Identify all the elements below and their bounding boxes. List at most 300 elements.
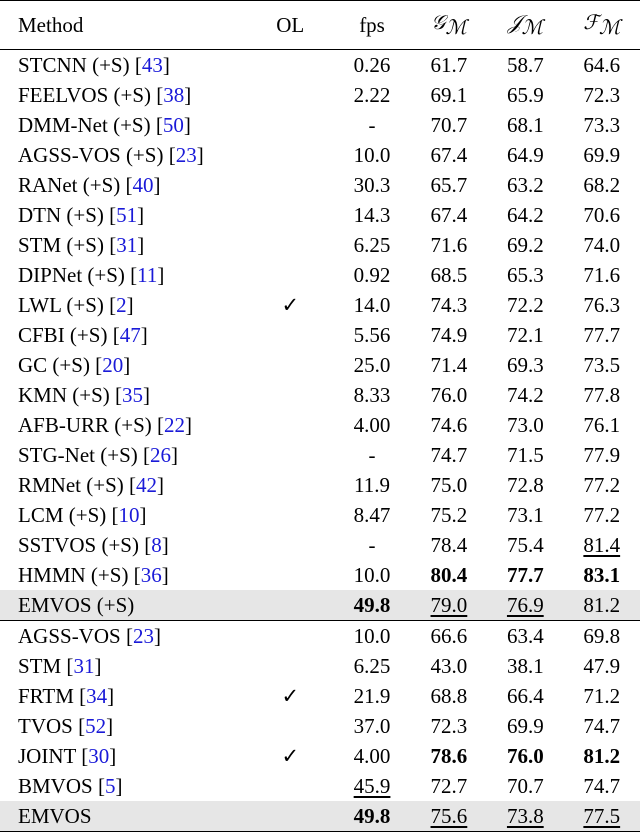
- g-cell: [411, 440, 487, 470]
- table-row: [0, 500, 640, 530]
- citation-link[interactable]: 34: [86, 683, 108, 708]
- ol-cell: [247, 590, 333, 621]
- method-cell: [0, 380, 247, 410]
- j-cell-value: 64.9: [506, 142, 544, 167]
- j-cell: [487, 590, 563, 621]
- g-cell-value: 72.7: [430, 773, 468, 798]
- fps-cell-value: 25.0: [353, 352, 391, 377]
- f-cell-value: 73.5: [583, 352, 621, 377]
- citation-bracket: ]: [137, 202, 145, 227]
- citation-link[interactable]: 30: [88, 743, 110, 768]
- f-cell: [564, 711, 640, 741]
- f-cell-value: 47.9: [583, 653, 621, 678]
- f-cell-value: 77.9: [583, 442, 621, 467]
- citation-bracket: ]: [115, 773, 123, 798]
- g-cell-value: 70.7: [430, 112, 468, 137]
- f-symbol: ℱ: [583, 10, 599, 35]
- j-cell: [487, 741, 563, 771]
- fps-cell: [333, 741, 410, 771]
- citation-link[interactable]: 31: [116, 232, 138, 257]
- f-cell: [564, 470, 640, 500]
- fps-cell-value: -: [368, 112, 376, 137]
- method-name: RMNet (+S) [: [18, 472, 137, 497]
- fps-cell: [333, 440, 410, 470]
- table-row: [0, 530, 640, 560]
- fps-cell-value: 4.00: [353, 412, 391, 437]
- g-cell: [411, 741, 487, 771]
- fps-cell-value: 14.0: [353, 292, 391, 317]
- j-cell-value: 72.2: [506, 292, 544, 317]
- citation-link[interactable]: 20: [102, 352, 124, 377]
- ol-cell: [247, 200, 333, 230]
- fps-cell: [333, 500, 410, 530]
- table-row: [0, 350, 640, 380]
- table-row: [0, 801, 640, 832]
- method-name: AGSS-VOS (+S) [: [18, 142, 176, 167]
- g-cell: [411, 140, 487, 170]
- fps-cell: [333, 380, 410, 410]
- citation-link[interactable]: 35: [122, 382, 144, 407]
- j-cell-value: 69.3: [506, 352, 544, 377]
- table-row: [0, 681, 640, 711]
- method-cell: [0, 771, 247, 801]
- method-cell: [0, 590, 247, 621]
- g-cell-value: 74.3: [430, 292, 468, 317]
- g-cell-value: 75.6: [430, 803, 468, 828]
- g-cell: [411, 651, 487, 681]
- citation-link[interactable]: 36: [140, 562, 162, 587]
- g-cell-value: 66.6: [430, 623, 468, 648]
- g-cell: [411, 470, 487, 500]
- method-cell: [0, 530, 247, 560]
- table-row: [0, 80, 640, 110]
- fps-cell: [333, 350, 410, 380]
- j-cell: [487, 560, 563, 590]
- j-cell: [487, 711, 563, 741]
- ol-cell: [247, 560, 333, 590]
- f-cell: [564, 200, 640, 230]
- header-fps: fps: [333, 1, 410, 50]
- method-cell: [0, 440, 247, 470]
- j-cell-value: 72.8: [506, 472, 544, 497]
- ol-cell: [247, 260, 333, 290]
- j-cell-value: 73.8: [506, 803, 544, 828]
- f-cell: [564, 530, 640, 560]
- f-cell: [564, 230, 640, 260]
- fps-cell-value: 0.92: [353, 262, 391, 287]
- j-cell-value: 66.4: [506, 683, 544, 708]
- method-cell: [0, 290, 247, 320]
- header-g-m: [411, 1, 487, 50]
- j-cell-value: 63.2: [506, 172, 544, 197]
- g-cell: [411, 50, 487, 81]
- f-cell: [564, 110, 640, 140]
- f-cell: [564, 590, 640, 621]
- ol-cell: [247, 651, 333, 681]
- table-row: [0, 741, 640, 771]
- ol-cell: [247, 771, 333, 801]
- citation-link[interactable]: 52: [85, 713, 107, 738]
- fps-cell-value: 6.25: [353, 232, 391, 257]
- citation-link[interactable]: 26: [150, 442, 171, 467]
- g-cell: [411, 200, 487, 230]
- fps-cell: [333, 170, 410, 200]
- f-cell: [564, 741, 640, 771]
- citation-link[interactable]: 47: [119, 322, 141, 347]
- f-cell: [564, 50, 640, 81]
- fps-cell: [333, 621, 410, 652]
- j-cell: [487, 410, 563, 440]
- fps-cell-value: 21.9: [353, 683, 391, 708]
- ol-cell: [247, 320, 333, 350]
- citation-link[interactable]: 8: [151, 532, 162, 557]
- table-row: [0, 380, 640, 410]
- header-f-m: [564, 1, 640, 50]
- f-cell-value: 73.3: [583, 112, 621, 137]
- method-name: AGSS-VOS [: [18, 623, 133, 648]
- f-cell-value: 76.1: [583, 412, 621, 437]
- f-cell-value: 71.2: [583, 683, 621, 708]
- citation-link[interactable]: 51: [116, 202, 138, 227]
- citation-bracket: ]: [171, 442, 178, 467]
- ol-cell-value: ✓: [281, 743, 300, 768]
- f-cell-value: 81.4: [583, 532, 621, 557]
- fps-cell: [333, 530, 410, 560]
- method-name: EMVOS: [18, 803, 92, 828]
- fps-cell: [333, 651, 410, 681]
- j-cell: [487, 260, 563, 290]
- method-cell: [0, 170, 247, 200]
- fps-cell: [333, 681, 410, 711]
- g-cell-value: 76.0: [430, 382, 468, 407]
- method-name: STG-Net (+S) [: [18, 442, 150, 467]
- citation-link[interactable]: 43: [141, 52, 163, 77]
- ol-cell: [247, 470, 333, 500]
- g-cell: [411, 170, 487, 200]
- citation-bracket: ]: [185, 412, 193, 437]
- citation-bracket: ]: [107, 683, 115, 708]
- citation-link[interactable]: 31: [73, 653, 95, 678]
- g-cell-value: 67.4: [430, 142, 468, 167]
- method-name: GC (+S) [: [18, 352, 103, 377]
- method-name: TVOS [: [18, 713, 86, 738]
- fps-cell: [333, 560, 410, 590]
- fps-cell: [333, 230, 410, 260]
- citation-bracket: ]: [153, 172, 161, 197]
- f-cell: [564, 440, 640, 470]
- j-cell-value: 68.1: [506, 112, 544, 137]
- g-cell-value: 78.6: [430, 743, 468, 768]
- f-cell: [564, 771, 640, 801]
- fps-cell-value: 8.47: [353, 502, 391, 527]
- ol-cell: [247, 410, 333, 440]
- fps-cell: [333, 140, 410, 170]
- table-row: [0, 230, 640, 260]
- ol-cell: [247, 681, 333, 711]
- g-cell: [411, 560, 487, 590]
- j-cell-value: 74.2: [506, 382, 544, 407]
- fps-cell-value: 6.25: [353, 653, 391, 678]
- f-cell-value: 77.7: [583, 322, 621, 347]
- g-cell-value: 71.4: [430, 352, 468, 377]
- j-cell-value: 65.3: [506, 262, 544, 287]
- j-cell: [487, 530, 563, 560]
- fps-cell: [333, 200, 410, 230]
- g-cell: [411, 290, 487, 320]
- fps-cell-value: -: [368, 532, 376, 557]
- ol-cell: [247, 80, 333, 110]
- j-cell-value: 72.1: [506, 322, 544, 347]
- table-body: [0, 50, 640, 832]
- j-cell-value: 70.7: [506, 773, 544, 798]
- table-row: [0, 590, 640, 621]
- j-symbol: 𝒥: [507, 10, 522, 35]
- fps-cell: [333, 80, 410, 110]
- j-cell-value: 65.9: [506, 82, 544, 107]
- method-name: RANet (+S) [: [18, 172, 133, 197]
- j-cell: [487, 470, 563, 500]
- ol-cell: [247, 50, 333, 81]
- method-cell: [0, 80, 247, 110]
- f-cell: [564, 410, 640, 440]
- citation-link[interactable]: 11: [137, 262, 158, 287]
- f-cell: [564, 260, 640, 290]
- citation-bracket: ]: [139, 502, 147, 527]
- f-cell-value: 76.3: [583, 292, 621, 317]
- g-cell: [411, 621, 487, 652]
- f-cell: [564, 651, 640, 681]
- citation-bracket: ]: [184, 82, 192, 107]
- f-cell: [564, 320, 640, 350]
- citation-link[interactable]: 42: [136, 472, 158, 497]
- citation-link[interactable]: 22: [164, 412, 186, 437]
- f-cell: [564, 140, 640, 170]
- fps-cell-value: 2.22: [353, 82, 391, 107]
- fps-cell-value: 45.9: [353, 773, 391, 798]
- g-cell-value: 75.0: [430, 472, 468, 497]
- g-cell-value: 69.1: [430, 82, 468, 107]
- fps-cell-value: 10.0: [353, 623, 391, 648]
- j-cell: [487, 200, 563, 230]
- g-cell: [411, 530, 487, 560]
- fps-cell: [333, 260, 410, 290]
- citation-link[interactable]: 23: [132, 623, 154, 648]
- g-cell-value: 79.0: [430, 592, 468, 617]
- method-name: DTN (+S) [: [18, 202, 117, 227]
- method-name: KMN (+S) [: [18, 382, 123, 407]
- f-cell-value: 72.3: [583, 82, 621, 107]
- f-cell-value: 71.6: [583, 262, 621, 287]
- j-cell: [487, 621, 563, 652]
- fps-cell-value: 49.8: [353, 592, 391, 617]
- method-name: HMMN (+S) [: [18, 562, 141, 587]
- table-row: [0, 170, 640, 200]
- method-cell: [0, 741, 247, 771]
- g-cell: [411, 350, 487, 380]
- j-cell: [487, 140, 563, 170]
- f-cell: [564, 560, 640, 590]
- j-cell: [487, 230, 563, 260]
- g-cell-value: 80.4: [430, 562, 468, 587]
- table-row: [0, 140, 640, 170]
- g-cell-value: 65.7: [430, 172, 468, 197]
- fps-cell-value: 37.0: [353, 713, 391, 738]
- method-name: STM (+S) [: [18, 232, 117, 257]
- table-row: [0, 560, 640, 590]
- fps-cell: [333, 110, 410, 140]
- method-cell: [0, 200, 247, 230]
- ol-cell: [247, 290, 333, 320]
- j-cell-value: 69.2: [506, 232, 544, 257]
- j-cell: [487, 380, 563, 410]
- method-cell: [0, 230, 247, 260]
- header-method: Method: [0, 1, 247, 50]
- j-cell: [487, 440, 563, 470]
- g-cell-value: 67.4: [430, 202, 468, 227]
- g-symbol: 𝒢: [431, 10, 446, 35]
- method-name: LWL (+S) [: [18, 292, 117, 317]
- citation-link[interactable]: 50: [162, 112, 184, 137]
- j-cell-value: 73.1: [506, 502, 544, 527]
- citation-bracket: ]: [161, 532, 169, 557]
- method-name: EMVOS (+S): [18, 592, 135, 617]
- method-cell: [0, 651, 247, 681]
- ol-cell: [247, 530, 333, 560]
- f-cell-value: 81.2: [583, 592, 621, 617]
- ol-cell: [247, 500, 333, 530]
- ol-cell: [247, 350, 333, 380]
- citation-link[interactable]: 23: [175, 142, 197, 167]
- citation-link[interactable]: 2: [116, 292, 127, 317]
- citation-bracket: ]: [153, 623, 161, 648]
- fps-cell: [333, 410, 410, 440]
- fps-cell-value: 5.56: [353, 322, 391, 347]
- fps-cell-value: 10.0: [353, 142, 391, 167]
- table-row: [0, 410, 640, 440]
- j-cell: [487, 500, 563, 530]
- method-name: AFB-URR (+S) [: [18, 412, 165, 437]
- g-cell-value: 43.0: [430, 653, 468, 678]
- citation-bracket: ]: [161, 562, 169, 587]
- fps-cell-value: 0.26: [353, 52, 391, 77]
- citation-bracket: ]: [109, 743, 117, 768]
- g-cell: [411, 380, 487, 410]
- f-cell: [564, 621, 640, 652]
- j-cell-value: 64.2: [506, 202, 544, 227]
- g-cell-value: 75.2: [430, 502, 468, 527]
- j-cell: [487, 771, 563, 801]
- citation-link[interactable]: 38: [163, 82, 185, 107]
- g-cell: [411, 410, 487, 440]
- table-row: [0, 651, 640, 681]
- f-cell-value: 70.6: [583, 202, 621, 227]
- fps-cell-value: 4.00: [353, 743, 391, 768]
- f-cell: [564, 290, 640, 320]
- header-row: [0, 1, 640, 50]
- f-cell-value: 64.6: [583, 52, 621, 77]
- ol-cell-value: ✓: [281, 292, 300, 317]
- j-cell-value: 69.9: [506, 713, 544, 738]
- ol-cell: [247, 621, 333, 652]
- g-cell-value: 68.5: [430, 262, 468, 287]
- g-cell-value: 68.8: [430, 683, 468, 708]
- f-cell: [564, 801, 640, 832]
- f-cell: [564, 681, 640, 711]
- g-cell: [411, 500, 487, 530]
- g-cell: [411, 230, 487, 260]
- method-cell: [0, 350, 247, 380]
- j-cell-value: 63.4: [506, 623, 544, 648]
- fps-cell: [333, 290, 410, 320]
- f-cell: [564, 350, 640, 380]
- method-cell: [0, 470, 247, 500]
- fps-cell-value: 49.8: [353, 803, 391, 828]
- g-cell: [411, 80, 487, 110]
- method-name: DMM-Net (+S) [: [18, 112, 163, 137]
- method-cell: [0, 260, 247, 290]
- f-cell-value: 74.7: [583, 713, 621, 738]
- g-cell-value: 74.9: [430, 322, 468, 347]
- method-name: FRTM [: [18, 683, 87, 708]
- table-row: [0, 440, 640, 470]
- j-cell: [487, 50, 563, 81]
- f-cell: [564, 170, 640, 200]
- table-row: [0, 621, 640, 652]
- citation-bracket: ]: [137, 232, 145, 257]
- j-cell: [487, 170, 563, 200]
- g-cell: [411, 320, 487, 350]
- method-name: STCNN (+S) [: [18, 52, 142, 77]
- j-cell: [487, 801, 563, 832]
- j-cell-value: 76.9: [506, 592, 544, 617]
- g-cell-value: 61.7: [430, 52, 468, 77]
- method-name: STM [: [18, 653, 74, 678]
- table-row: [0, 290, 640, 320]
- citation-bracket: ]: [106, 713, 114, 738]
- g-cell-value: 74.6: [430, 412, 468, 437]
- g-cell: [411, 711, 487, 741]
- citation-link[interactable]: 40: [132, 172, 154, 197]
- f-cell: [564, 80, 640, 110]
- j-cell: [487, 350, 563, 380]
- ol-cell: [247, 170, 333, 200]
- j-cell: [487, 290, 563, 320]
- citation-link[interactable]: 10: [118, 502, 140, 527]
- j-cell-value: 73.0: [506, 412, 544, 437]
- f-cell-value: 77.2: [583, 472, 621, 497]
- citation-bracket: ]: [183, 112, 191, 137]
- ol-cell: [247, 741, 333, 771]
- fps-cell: [333, 470, 410, 500]
- f-cell-value: 74.7: [583, 773, 621, 798]
- f-cell-value: 69.9: [583, 142, 621, 167]
- method-name: LCM (+S) [: [18, 502, 119, 527]
- g-cell: [411, 590, 487, 621]
- g-cell-value: 71.6: [430, 232, 468, 257]
- table-row: [0, 771, 640, 801]
- method-cell: [0, 560, 247, 590]
- g-cell-value: 78.4: [430, 532, 468, 557]
- f-cell-value: 81.2: [583, 743, 621, 768]
- citation-link[interactable]: 5: [104, 773, 116, 798]
- j-cell: [487, 681, 563, 711]
- method-name: JOINT [: [18, 743, 89, 768]
- citation-bracket: ]: [143, 382, 151, 407]
- citation-bracket: ]: [126, 292, 134, 317]
- j-cell-value: 38.1: [506, 653, 544, 678]
- method-cell: [0, 801, 247, 832]
- g-cell-value: 72.3: [430, 713, 468, 738]
